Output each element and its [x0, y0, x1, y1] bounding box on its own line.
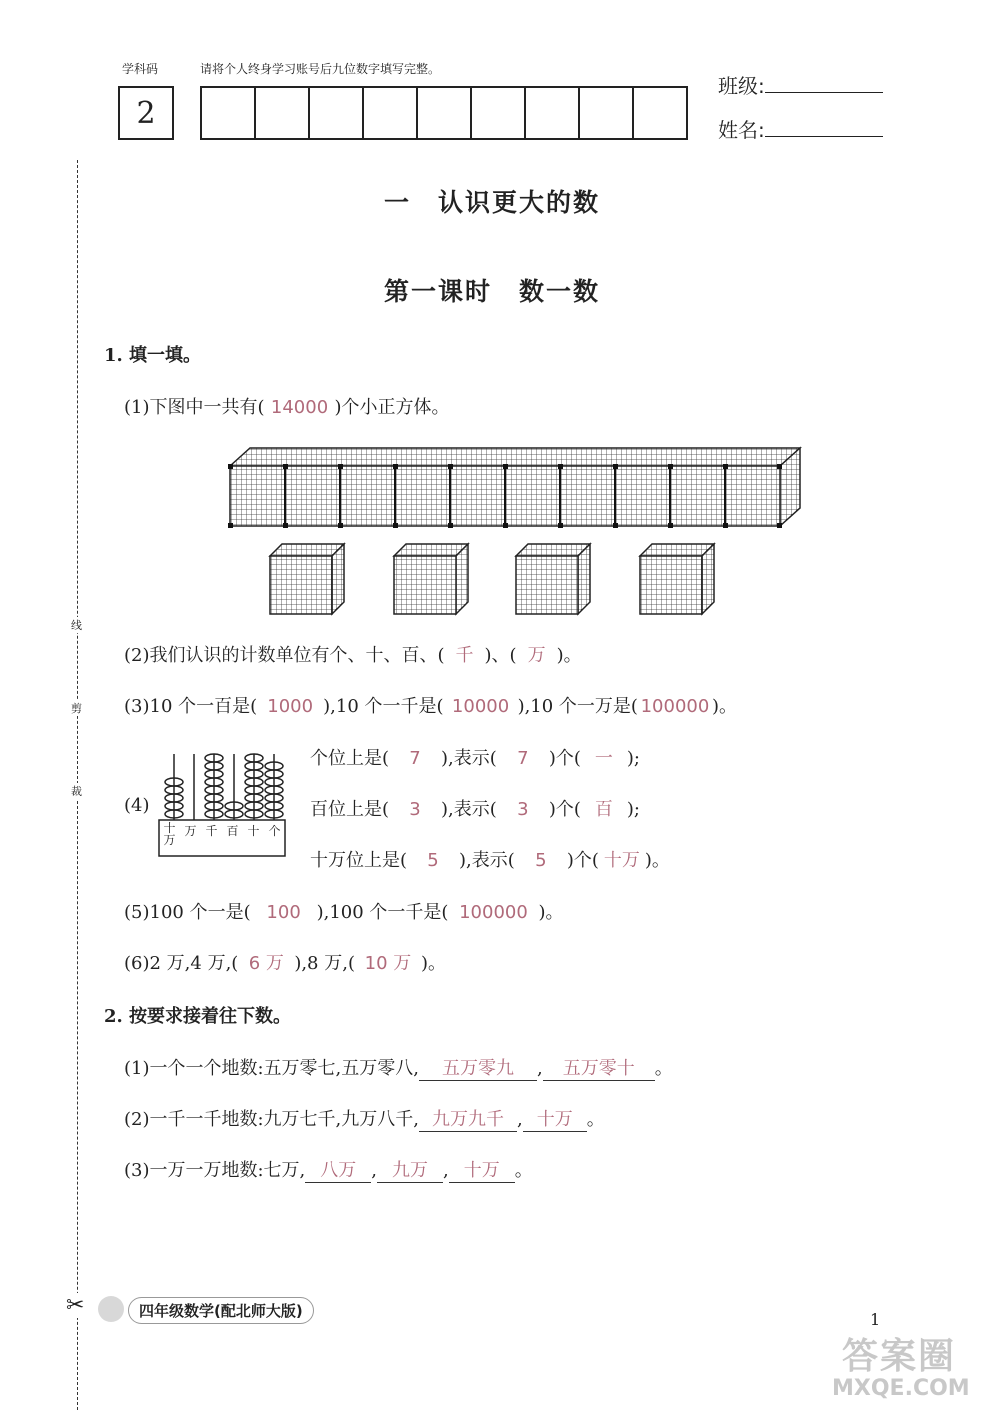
- q1-title: 1. 填一填。: [104, 345, 202, 366]
- q1-p5: (5)100 个一是( 100 ),100 个一千是( 100000 )。: [124, 902, 564, 923]
- watermark-url: MXQE.COM: [832, 1376, 970, 1401]
- q2-p2: (2)一千一千地数:九万七千,九万八千, 九万九千 , 十万 。: [124, 1105, 605, 1132]
- abacus-label: 个: [268, 824, 281, 838]
- digit-box[interactable]: [634, 88, 686, 138]
- q1-p4-label: (4): [124, 795, 150, 816]
- answer-blank: 十万: [523, 1105, 587, 1132]
- answer: 5: [535, 850, 547, 871]
- answer-blank: 九万: [377, 1156, 443, 1183]
- thousand-cube-1: [270, 544, 344, 614]
- cut-label-jian: 剪: [71, 702, 82, 715]
- answer: 十万: [603, 850, 640, 871]
- book-logo-icon: [98, 1296, 124, 1322]
- digit-box[interactable]: [418, 88, 472, 138]
- cube-blocks-figure: [226, 444, 806, 616]
- digit-box[interactable]: [364, 88, 418, 138]
- answer: 3: [517, 799, 529, 820]
- q1-p4-line3: 十万位上是( 5 ),表示( 5 )个( 十万 )。: [310, 846, 670, 872]
- answer-blank: 五万零十: [543, 1054, 655, 1081]
- digit-box[interactable]: [526, 88, 580, 138]
- answer: 10 万: [364, 953, 412, 974]
- answer: 一: [594, 748, 613, 769]
- answer-blank: 十万: [449, 1156, 515, 1183]
- cut-label-cai: 裁: [71, 785, 82, 798]
- page-number: 1: [870, 1310, 881, 1329]
- digit-box[interactable]: [310, 88, 364, 138]
- cut-label-xian: 线: [71, 619, 82, 632]
- watermark-logo: 答案圈: [842, 1336, 957, 1377]
- digit-box[interactable]: [256, 88, 310, 138]
- digit-box[interactable]: [202, 88, 256, 138]
- answer: 3: [409, 799, 421, 820]
- answer: 100000: [640, 696, 710, 717]
- answer: 万: [527, 645, 546, 666]
- q1-p1: (1)下图中一共有( 14000 )个小正方体。: [124, 397, 450, 418]
- large-block-row: [228, 448, 800, 528]
- digit-box[interactable]: [472, 88, 526, 138]
- subject-code-label: 学科码: [122, 62, 159, 76]
- subject-code-box: 2: [118, 86, 174, 140]
- q1-p2: (2)我们认识的计数单位有个、十、百、( 千 )、( 万 )。: [124, 641, 582, 667]
- answer: 7: [409, 748, 421, 769]
- q2-title: 2. 按要求接着往下数。: [104, 1006, 292, 1027]
- thousand-cube-3: [516, 544, 590, 614]
- book-title: 四年级数学(配北师大版): [128, 1297, 314, 1324]
- answer-blank: 八万: [305, 1156, 371, 1183]
- name-field[interactable]: [718, 114, 883, 143]
- q1-p4-line1: 个位上是( 7 ),表示( 7 )个( 一 );: [310, 744, 640, 770]
- q2-p3: (3)一万一万地数:七万, 八万 , 九万 , 十万 。: [124, 1156, 533, 1183]
- thousand-cube-4: [640, 544, 714, 614]
- abacus-column-labels: [159, 822, 285, 846]
- abacus-label: 十万: [163, 821, 176, 847]
- thousand-cube-2: [394, 544, 468, 614]
- answer: 100000: [459, 902, 528, 923]
- answer: 10000: [451, 696, 510, 717]
- abacus-label: 十: [247, 824, 260, 838]
- q1-p6: (6)2 万,4 万,( 6 万 ),8 万,( 10 万 )。: [124, 949, 446, 975]
- answer: 百: [594, 799, 613, 820]
- class-field[interactable]: [718, 70, 883, 99]
- q2-p1: (1)一个一个地数:五万零七,五万零八, 五万零九 , 五万零十 。: [124, 1054, 673, 1081]
- name-label: 姓名:: [718, 118, 765, 142]
- answer: 7: [517, 748, 529, 769]
- account-instruction: 请将个人终身学习账号后九位数字填写完整。: [200, 62, 441, 76]
- answer: 14000: [270, 397, 329, 418]
- lesson-title: 第一课时 数一数: [384, 277, 601, 306]
- answer: 千: [455, 645, 474, 666]
- unit-title: 一 认识更大的数: [384, 188, 601, 217]
- account-digit-boxes[interactable]: [200, 86, 688, 140]
- q1-p4-line2: 百位上是( 3 ),表示( 3 )个( 百 );: [310, 795, 640, 821]
- abacus-label: 千: [205, 824, 218, 838]
- class-label: 班级:: [718, 74, 765, 98]
- digit-box[interactable]: [580, 88, 634, 138]
- abacus-label: 百: [226, 824, 239, 838]
- abacus-label: 万: [184, 824, 197, 838]
- answer: 1000: [267, 696, 314, 717]
- q1-p3: (3)10 个一百是( 1000 ),10 个一千是( 10000 ),10 个一万是( 100000 )。: [124, 696, 737, 717]
- answer: 6 万: [248, 953, 284, 974]
- answer-blank: 五万零九: [419, 1054, 537, 1081]
- answer: 5: [427, 850, 439, 871]
- answer-blank: 九万九千: [419, 1105, 517, 1132]
- answer: 100: [266, 902, 301, 923]
- scissors-icon: ✂: [66, 1293, 85, 1318]
